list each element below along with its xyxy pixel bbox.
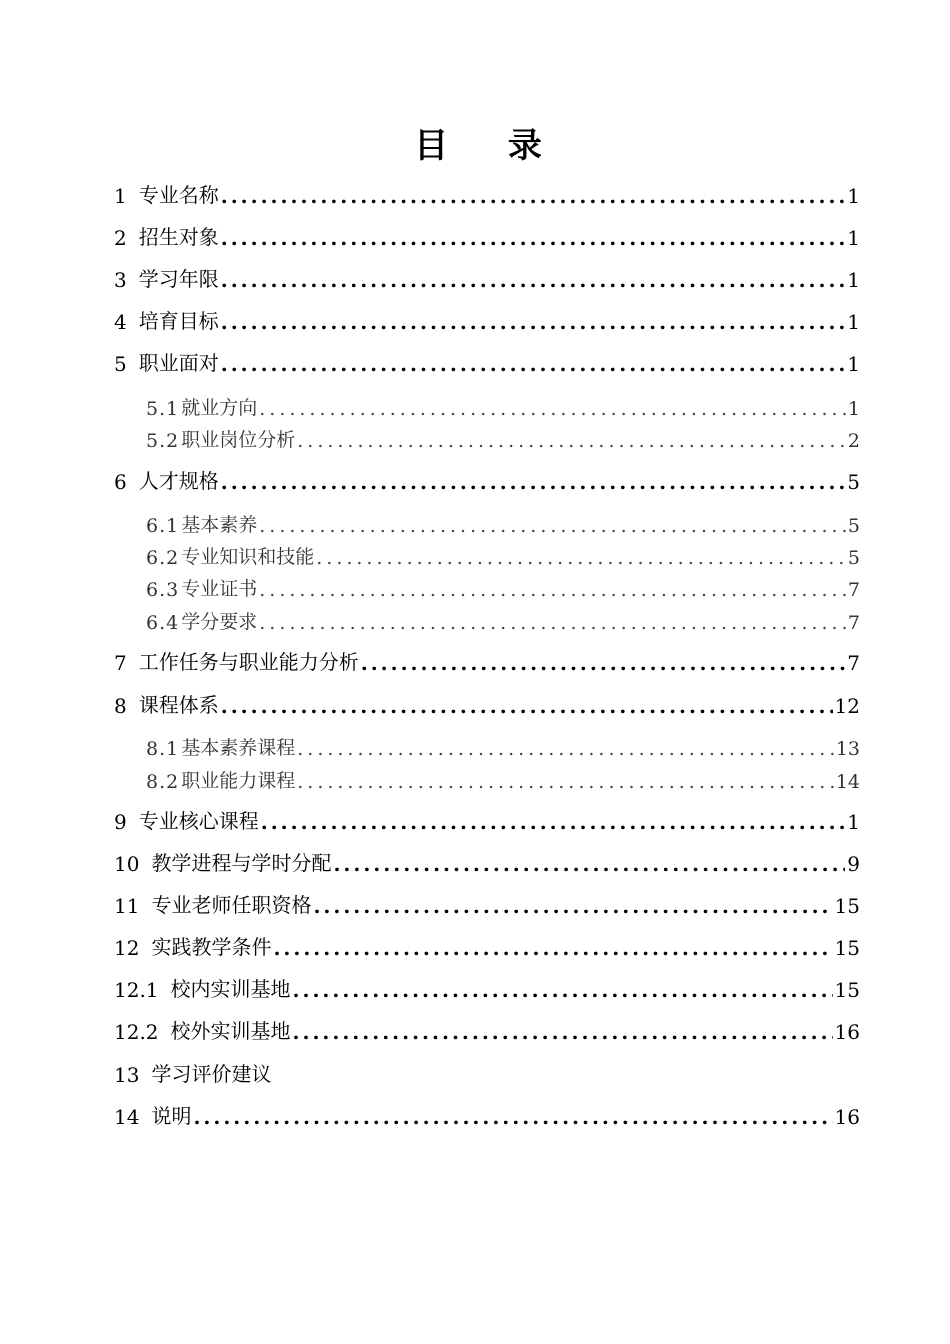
toc-entry-label: 基本素养课程 [181, 737, 296, 759]
toc-entry-label: 学习评价建议 [151, 1062, 272, 1086]
toc-entry-number: 6.1 [146, 515, 180, 537]
toc-entry-page: 5 [847, 470, 860, 494]
toc-entry-page: 7 [847, 612, 860, 634]
toc-entry-label: 实践教学条件 [151, 935, 272, 959]
toc-entry[interactable] [114, 804, 860, 834]
toc-entry-number: 14 [114, 1105, 140, 1129]
toc-entry[interactable] [114, 930, 860, 960]
toc-entry-label: 工作任务与职业能力分析 [138, 650, 359, 674]
toc-leader-dots [259, 612, 846, 634]
toc-entry-page: 15 [834, 936, 860, 960]
toc-entry-page: 15 [834, 978, 860, 1002]
toc-entry[interactable] [114, 262, 860, 292]
toc-entry-label: 学习年限 [138, 267, 219, 291]
toc-leader-dots [293, 978, 833, 1002]
toc-subentry[interactable] [146, 730, 860, 760]
toc-entry-label: 校内实训基地 [170, 977, 291, 1001]
toc-entry-number: 9 [114, 810, 127, 834]
toc-subentry[interactable] [146, 604, 860, 634]
toc-entry-page: 1 [847, 268, 860, 292]
toc-subentry[interactable] [146, 571, 860, 601]
toc-entry-label: 招生对象 [138, 225, 219, 249]
toc-entry-page: 16 [834, 1105, 860, 1129]
toc-leader-dots [221, 470, 846, 494]
toc-entry-label: 职业面对 [138, 351, 219, 375]
toc-entry-page: 9 [847, 852, 860, 876]
toc-entry-number: 5 [114, 352, 127, 376]
toc-entry-label: 就业方向 [181, 397, 258, 419]
toc-entry-number: 6 [114, 470, 127, 494]
toc-entry-label: 职业岗位分析 [181, 429, 296, 451]
toc-entry-page: 7 [847, 579, 860, 601]
toc-entry-label: 校外实训基地 [170, 1019, 291, 1043]
toc-entry[interactable] [114, 220, 860, 250]
toc-leader-dots [221, 268, 846, 292]
toc-subentry[interactable] [146, 422, 860, 452]
toc-entry-label: 基本素养 [181, 514, 258, 536]
toc-entry-label: 专业名称 [138, 183, 219, 207]
toc-entry[interactable] [114, 304, 860, 334]
toc-entry[interactable] [114, 178, 860, 208]
toc-entry-number: 10 [114, 852, 140, 876]
toc-entry-page: 13 [835, 738, 860, 760]
toc-entry-number: 8.2 [146, 771, 180, 793]
toc-entry-page: 12 [834, 694, 860, 718]
toc-leader-dots [221, 694, 833, 718]
toc-entry-number: 2 [114, 226, 127, 250]
toc-entry[interactable] [114, 846, 860, 876]
toc-entry-number: 5.2 [146, 430, 180, 452]
toc-leader-dots [193, 1105, 832, 1129]
toc-leader-dots [297, 738, 834, 760]
toc-subentry[interactable] [146, 507, 860, 537]
toc-entry-number: 1 [114, 184, 127, 208]
toc-entry-page: 14 [835, 771, 860, 793]
toc-leader-dots [293, 1020, 833, 1044]
toc-entry-page: 1 [847, 352, 860, 376]
toc-entry-page: 1 [847, 810, 860, 834]
toc-entry-page: 15 [834, 894, 860, 918]
toc-leader-dots [297, 430, 846, 452]
toc-leader-dots [316, 547, 846, 569]
toc-entry-number: 3 [114, 268, 127, 292]
toc-entry[interactable] [114, 645, 860, 675]
toc-entry[interactable] [114, 688, 860, 718]
toc-leader-dots [333, 852, 845, 876]
toc-leader-dots [297, 771, 834, 793]
toc-leader-dots [221, 184, 846, 208]
toc-entry-page: 7 [847, 651, 860, 675]
toc-entry-number: 6.2 [146, 547, 180, 569]
toc-subentry[interactable] [146, 390, 860, 420]
toc-entry-label: 专业证书 [181, 578, 258, 600]
toc-leader-dots [273, 936, 832, 960]
toc-entry-number: 4 [114, 310, 127, 334]
toc-entry-number: 12.1 [114, 978, 159, 1002]
toc-leader-dots [361, 651, 846, 675]
toc-leader-dots [261, 810, 846, 834]
toc-leader-dots [259, 579, 846, 601]
toc-entry-number: 6.4 [146, 612, 180, 634]
toc-entry-label: 学分要求 [181, 611, 258, 633]
toc-entry-number: 12.2 [114, 1020, 159, 1044]
toc-entry-page: 1 [847, 184, 860, 208]
toc-entry[interactable] [114, 464, 860, 494]
toc-entry[interactable] [114, 1099, 860, 1129]
toc-title: 目 录 [414, 126, 566, 166]
toc-leader-dots [259, 515, 846, 537]
toc-entry-label: 人才规格 [138, 469, 219, 493]
toc-entry[interactable] [114, 1014, 860, 1044]
toc-leader-dots [259, 398, 846, 420]
toc-entry-page: 1 [847, 226, 860, 250]
toc-leader-dots [221, 352, 846, 376]
toc-entry-no-page[interactable] [114, 1057, 860, 1087]
toc-entry-number: 13 [114, 1063, 140, 1087]
toc-entry-number: 11 [114, 894, 140, 918]
toc-subentry[interactable] [146, 539, 860, 569]
toc-entry-number: 8.1 [146, 738, 180, 760]
toc-entry-number: 7 [114, 651, 127, 675]
toc-entry-number: 12 [114, 936, 140, 960]
toc-entry-label: 职业能力课程 [181, 770, 296, 792]
toc-leader-dots [221, 310, 846, 334]
toc-entry-page: 1 [847, 398, 860, 420]
toc-entry-page: 5 [847, 515, 860, 537]
toc-entry-page: 16 [834, 1020, 860, 1044]
toc-leader-dots [221, 226, 846, 250]
toc-entry-number: 8 [114, 694, 127, 718]
toc-entry-label: 课程体系 [138, 693, 219, 717]
toc-entry[interactable] [114, 888, 860, 918]
toc-leader-dots [313, 894, 832, 918]
toc-entry-label: 专业老师任职资格 [151, 893, 312, 917]
toc-entry-label: 专业知识和技能 [181, 546, 315, 568]
toc-entry-page: 1 [847, 310, 860, 334]
toc-entry-page: 2 [847, 430, 860, 452]
toc-entry-number: 5.1 [146, 398, 180, 420]
toc-entry-label: 教学进程与学时分配 [151, 851, 332, 875]
toc-entry-label: 说明 [151, 1104, 192, 1128]
toc-subentry[interactable] [146, 763, 860, 793]
toc-entry-label: 专业核心课程 [138, 809, 259, 833]
toc-entry[interactable] [114, 972, 860, 1002]
toc-entry-page: 5 [847, 547, 860, 569]
toc-entry-label: 培育目标 [138, 309, 219, 333]
toc-entry-number: 6.3 [146, 579, 180, 601]
toc-entry[interactable] [114, 346, 860, 376]
